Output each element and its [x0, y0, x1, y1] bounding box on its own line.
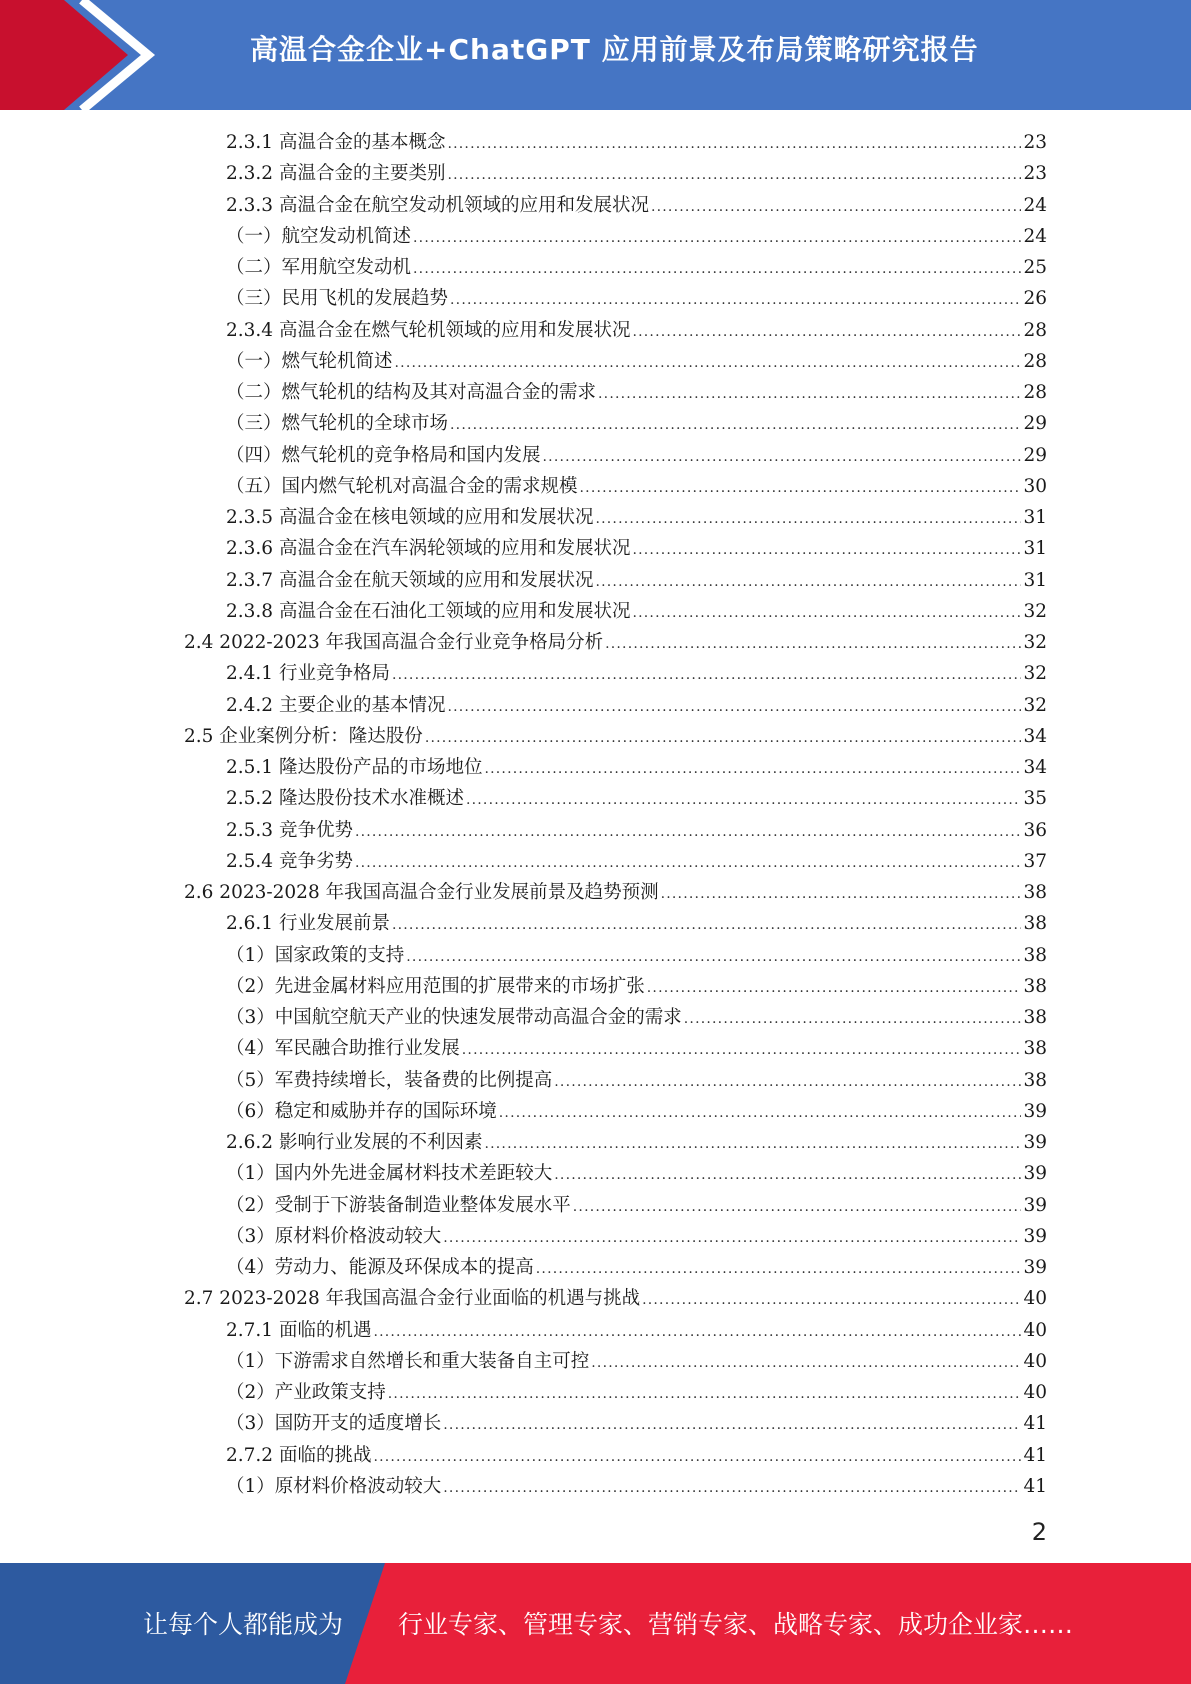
toc-entry-page: 41 — [1023, 1475, 1047, 1497]
toc-entry-label: （1）国内外先进金属材料技术差距较大 — [226, 1163, 553, 1185]
toc-entry[interactable] — [226, 1096, 1047, 1127]
report-title: 高温合金企业+ChatGPT 应用前景及布局策略研究报告 — [250, 33, 979, 66]
toc-entry[interactable] — [226, 252, 1047, 283]
toc-entry-page: 31 — [1023, 507, 1047, 528]
toc-entry-label: 2.3.3 高温合金在航空发动机领域的应用和发展状况 — [226, 194, 649, 216]
toc-dot-leader — [425, 723, 1022, 754]
toc-dot-leader — [598, 379, 1021, 410]
toc-entry-page: 40 — [1023, 1288, 1047, 1310]
toc-entry-page: 36 — [1023, 819, 1047, 841]
toc-entry-label: 2.5 企业案例分析：隆达股份 — [184, 725, 423, 747]
toc-entry[interactable] — [226, 1158, 1047, 1189]
toc-entry[interactable] — [226, 190, 1047, 221]
toc-entry-page: 37 — [1023, 850, 1047, 872]
toc-dot-leader — [443, 1410, 1021, 1441]
toc-entry[interactable] — [226, 1346, 1047, 1377]
toc-dot-leader — [642, 1285, 1021, 1316]
toc-entry-label: （二）燃气轮机的结构及其对高温合金的需求 — [226, 382, 597, 403]
toc-entry-label: 2.5.2 隆达股份技术水准概述 — [226, 788, 464, 810]
toc-entry[interactable] — [226, 658, 1047, 689]
toc-entry-label: （2）产业政策支持 — [226, 1382, 386, 1403]
toc-dot-leader — [684, 1004, 1022, 1035]
toc-entry-page: 32 — [1023, 632, 1047, 653]
toc-entry-page: 32 — [1023, 600, 1047, 622]
toc-dot-leader — [632, 598, 1021, 629]
toc-entry[interactable] — [226, 1190, 1047, 1221]
toc-entry-page: 32 — [1023, 694, 1047, 716]
toc-entry[interactable] — [226, 908, 1047, 939]
toc-dot-leader — [373, 1317, 1021, 1348]
toc-entry[interactable] — [226, 1252, 1047, 1283]
toc-dot-leader — [466, 785, 1021, 816]
toc-entry-page: 28 — [1023, 350, 1047, 372]
toc-dot-leader — [543, 442, 1022, 473]
page-header — [0, 0, 1191, 110]
toc-entry[interactable] — [226, 752, 1047, 783]
toc-entry-label: 2.3.6 高温合金在汽车涡轮领域的应用和发展状况 — [226, 538, 631, 560]
toc-entry-page: 38 — [1023, 882, 1047, 903]
toc-entry[interactable] — [184, 1283, 1047, 1314]
toc-dot-leader — [406, 942, 1021, 973]
toc-entry-label: 2.6 2023-2028 年我国高温合金行业发展前景及趋势预测 — [184, 882, 659, 903]
toc-entry[interactable] — [184, 877, 1047, 908]
toc-entry-page: 34 — [1023, 725, 1047, 747]
toc-dot-leader — [462, 1035, 1022, 1066]
toc-entry-label: （1）下游需求自然增长和重大装备自主可控 — [226, 1350, 590, 1372]
toc-dot-leader — [443, 1473, 1021, 1504]
toc-entry-label: （6）稳定和威胁并存的国际环境 — [226, 1100, 497, 1122]
toc-entry[interactable] — [226, 565, 1047, 596]
toc-entry-page: 41 — [1023, 1413, 1047, 1435]
toc-entry-label: 2.5.3 竞争优势 — [226, 819, 353, 841]
toc-entry-page: 23 — [1023, 132, 1047, 153]
toc-dot-leader — [450, 285, 1021, 316]
toc-entry-page: 25 — [1023, 257, 1047, 278]
toc-entry[interactable] — [226, 127, 1047, 158]
toc-entry[interactable] — [226, 596, 1047, 627]
toc-entry-page: 39 — [1023, 1163, 1047, 1185]
toc-entry-label: （一）燃气轮机简述 — [226, 350, 393, 372]
toc-dot-leader — [355, 848, 1022, 879]
toc-dot-leader — [388, 1379, 1022, 1410]
toc-entry[interactable] — [226, 502, 1047, 533]
toc-dot-leader — [413, 223, 1021, 254]
toc-entry-page: 39 — [1023, 1194, 1047, 1216]
toc-entry[interactable] — [226, 971, 1047, 1002]
toc-dot-leader — [651, 192, 1021, 223]
toc-entry-label: （2）先进金属材料应用范围的扩展带来的市场扩张 — [226, 975, 645, 997]
toc-entry-page: 35 — [1023, 788, 1047, 810]
toc-entry-page: 39 — [1023, 1132, 1047, 1153]
toc-dot-leader — [591, 1348, 1021, 1379]
footer-slogan-left: 让每个人都能成为 — [143, 1610, 344, 1639]
toc-entry-page: 38 — [1023, 913, 1047, 935]
toc-entry[interactable] — [226, 1065, 1047, 1096]
toc-entry-page: 39 — [1023, 1257, 1047, 1278]
toc-entry-label: 2.3.1 高温合金的基本概念 — [226, 132, 446, 153]
toc-entry[interactable] — [226, 158, 1047, 189]
toc-entry-label: 2.7 2023-2028 年我国高温合金行业面临的机遇与挑战 — [184, 1288, 641, 1310]
toc-entry-page: 40 — [1023, 1319, 1047, 1341]
toc-dot-leader — [647, 973, 1022, 1004]
toc-entry-page: 31 — [1023, 569, 1047, 591]
toc-entry-page: 38 — [1023, 1069, 1047, 1091]
toc-entry-label: （4）劳动力、能源及环保成本的提高 — [226, 1257, 534, 1278]
toc-entry-label: （1）原材料价格波动较大 — [226, 1475, 442, 1497]
toc-entry-page: 38 — [1023, 1007, 1047, 1028]
toc-entry-label: （一）航空发动机简述 — [226, 225, 412, 247]
footer-slogan-right: 行业专家、管理专家、营销专家、战略专家、成功企业家…… — [398, 1610, 1074, 1639]
toc-dot-leader — [392, 910, 1021, 941]
toc-entry-label: 2.5.1 隆达股份产品的市场地位 — [226, 757, 483, 778]
toc-entry-page: 28 — [1023, 382, 1047, 403]
toc-dot-leader — [632, 317, 1021, 348]
toc-entry-page: 29 — [1023, 413, 1047, 435]
toc-entry[interactable] — [226, 1440, 1047, 1471]
toc-entry[interactable] — [226, 221, 1047, 252]
page-number: 2 — [1031, 1518, 1047, 1546]
toc-entry-label: （3）国防开支的适度增长 — [226, 1413, 442, 1435]
toc-entry-label: 2.7.2 面临的挑战 — [226, 1444, 372, 1466]
toc-entry-label: （3）原材料价格波动较大 — [226, 1225, 442, 1247]
toc-dot-leader — [499, 1098, 1022, 1129]
toc-dot-leader — [605, 629, 1021, 660]
toc-entry-label: 2.4 2022-2023 年我国高温合金行业竞争格局分析 — [184, 632, 604, 653]
toc-entry-label: （四）燃气轮机的竞争格局和国内发展 — [226, 444, 541, 466]
toc-entry-page: 38 — [1023, 975, 1047, 997]
toc-entry-label: （5）军费持续增长，装备费的比例提高 — [226, 1069, 553, 1091]
toc-entry[interactable] — [226, 846, 1047, 877]
toc-entry[interactable] — [184, 721, 1047, 752]
toc-entry-label: （三）民用飞机的发展趋势 — [226, 288, 449, 310]
toc-entry[interactable] — [226, 1002, 1047, 1033]
toc-entry-page: 24 — [1023, 225, 1047, 247]
toc-entry[interactable] — [226, 940, 1047, 971]
toc-entry[interactable] — [226, 690, 1047, 721]
toc-entry-label: 2.3.4 高温合金在燃气轮机领域的应用和发展状况 — [226, 319, 631, 341]
toc-entry-page: 41 — [1023, 1444, 1047, 1466]
toc-dot-leader — [484, 1129, 1021, 1160]
toc-entry-label: 2.3.7 高温合金在航天领域的应用和发展状况 — [226, 569, 594, 591]
toc-dot-leader — [595, 504, 1021, 535]
toc-dot-leader — [443, 1223, 1021, 1254]
toc-entry[interactable] — [226, 1408, 1047, 1439]
toc-dot-leader — [373, 1442, 1021, 1473]
toc-entry[interactable] — [226, 408, 1047, 439]
toc-entry-label: 2.3.5 高温合金在核电领域的应用和发展状况 — [226, 507, 594, 528]
toc-dot-leader — [355, 817, 1022, 848]
toc-dot-leader — [554, 1160, 1021, 1191]
toc-entry-label: 2.6.2 影响行业发展的不利因素 — [226, 1132, 483, 1153]
toc-entry-label: （三）燃气轮机的全球市场 — [226, 413, 449, 435]
toc-entry-page: 39 — [1023, 1225, 1047, 1247]
toc-entry[interactable] — [226, 1471, 1047, 1502]
toc-entry-label: （五）国内燃气轮机对高温合金的需求规模 — [226, 475, 578, 497]
toc-dot-leader — [661, 879, 1022, 910]
toc-entry-page: 26 — [1023, 288, 1047, 310]
toc-entry[interactable] — [226, 471, 1047, 502]
toc-entry-page: 32 — [1023, 663, 1047, 685]
toc-entry-page: 30 — [1023, 475, 1047, 497]
toc-entry-page: 38 — [1023, 1038, 1047, 1060]
toc-dot-leader — [413, 254, 1021, 285]
toc-entry-label: 2.6.1 行业发展前景 — [226, 913, 390, 935]
toc-dot-leader — [573, 1192, 1022, 1223]
toc-entry[interactable] — [226, 1377, 1047, 1408]
toc-entry[interactable] — [226, 315, 1047, 346]
toc-dot-leader — [536, 1254, 1022, 1285]
toc-entry-page: 28 — [1023, 319, 1047, 341]
toc-entry[interactable] — [226, 377, 1047, 408]
toc-entry-page: 31 — [1023, 538, 1047, 560]
page-footer — [0, 1563, 1191, 1684]
toc-entry[interactable] — [226, 283, 1047, 314]
toc-entry-label: （3）中国航空航天产业的快速发展带动高温合金的需求 — [226, 1007, 682, 1028]
toc-dot-leader — [554, 1067, 1021, 1098]
toc-entry-label: 2.4.1 行业竞争格局 — [226, 663, 390, 685]
toc-entry-label: 2.3.8 高温合金在石油化工领域的应用和发展状况 — [226, 600, 631, 622]
toc-dot-leader — [392, 660, 1021, 691]
toc-entry[interactable] — [226, 346, 1047, 377]
toc-entry-label: （2）受制于下游装备制造业整体发展水平 — [226, 1194, 571, 1216]
toc-entry[interactable] — [226, 783, 1047, 814]
toc-entry-page: 40 — [1023, 1382, 1047, 1403]
toc-entry-page: 29 — [1023, 444, 1047, 466]
toc-dot-leader — [595, 567, 1021, 598]
toc-dot-leader — [395, 348, 1022, 379]
toc-entry[interactable] — [226, 815, 1047, 846]
toc-entry-label: 2.4.2 主要企业的基本情况 — [226, 694, 446, 716]
toc-entry-label: （4）军民融合助推行业发展 — [226, 1038, 460, 1060]
toc-dot-leader — [447, 692, 1021, 723]
toc-entry-page: 40 — [1023, 1350, 1047, 1372]
toc-dot-leader — [450, 410, 1021, 441]
toc-entry[interactable] — [226, 533, 1047, 564]
toc-entry[interactable] — [226, 1033, 1047, 1064]
toc-entry-page: 24 — [1023, 194, 1047, 216]
toc-entry[interactable] — [184, 627, 1047, 658]
toc-dot-leader — [484, 754, 1021, 785]
toc-dot-leader — [447, 160, 1021, 191]
toc-entry[interactable] — [226, 1221, 1047, 1252]
toc-dot-leader — [447, 129, 1021, 160]
toc-entry-page: 39 — [1023, 1100, 1047, 1122]
toc-dot-leader — [632, 535, 1021, 566]
toc-entry-label: 2.5.4 竞争劣势 — [226, 850, 353, 872]
toc-entry-page: 23 — [1023, 163, 1047, 185]
toc-entry[interactable] — [226, 440, 1047, 471]
toc-entry-label: （1）国家政策的支持 — [226, 944, 405, 966]
toc-dot-leader — [580, 473, 1022, 504]
toc-entry[interactable] — [226, 1315, 1047, 1346]
toc-entry-label: （二）军用航空发动机 — [226, 257, 412, 278]
toc-entry-page: 34 — [1023, 757, 1047, 778]
toc-entry[interactable] — [226, 1127, 1047, 1158]
toc-entry-page: 38 — [1023, 944, 1047, 966]
toc-entry-label: 2.3.2 高温合金的主要类别 — [226, 163, 446, 185]
toc-entry-label: 2.7.1 面临的机遇 — [226, 1319, 372, 1341]
